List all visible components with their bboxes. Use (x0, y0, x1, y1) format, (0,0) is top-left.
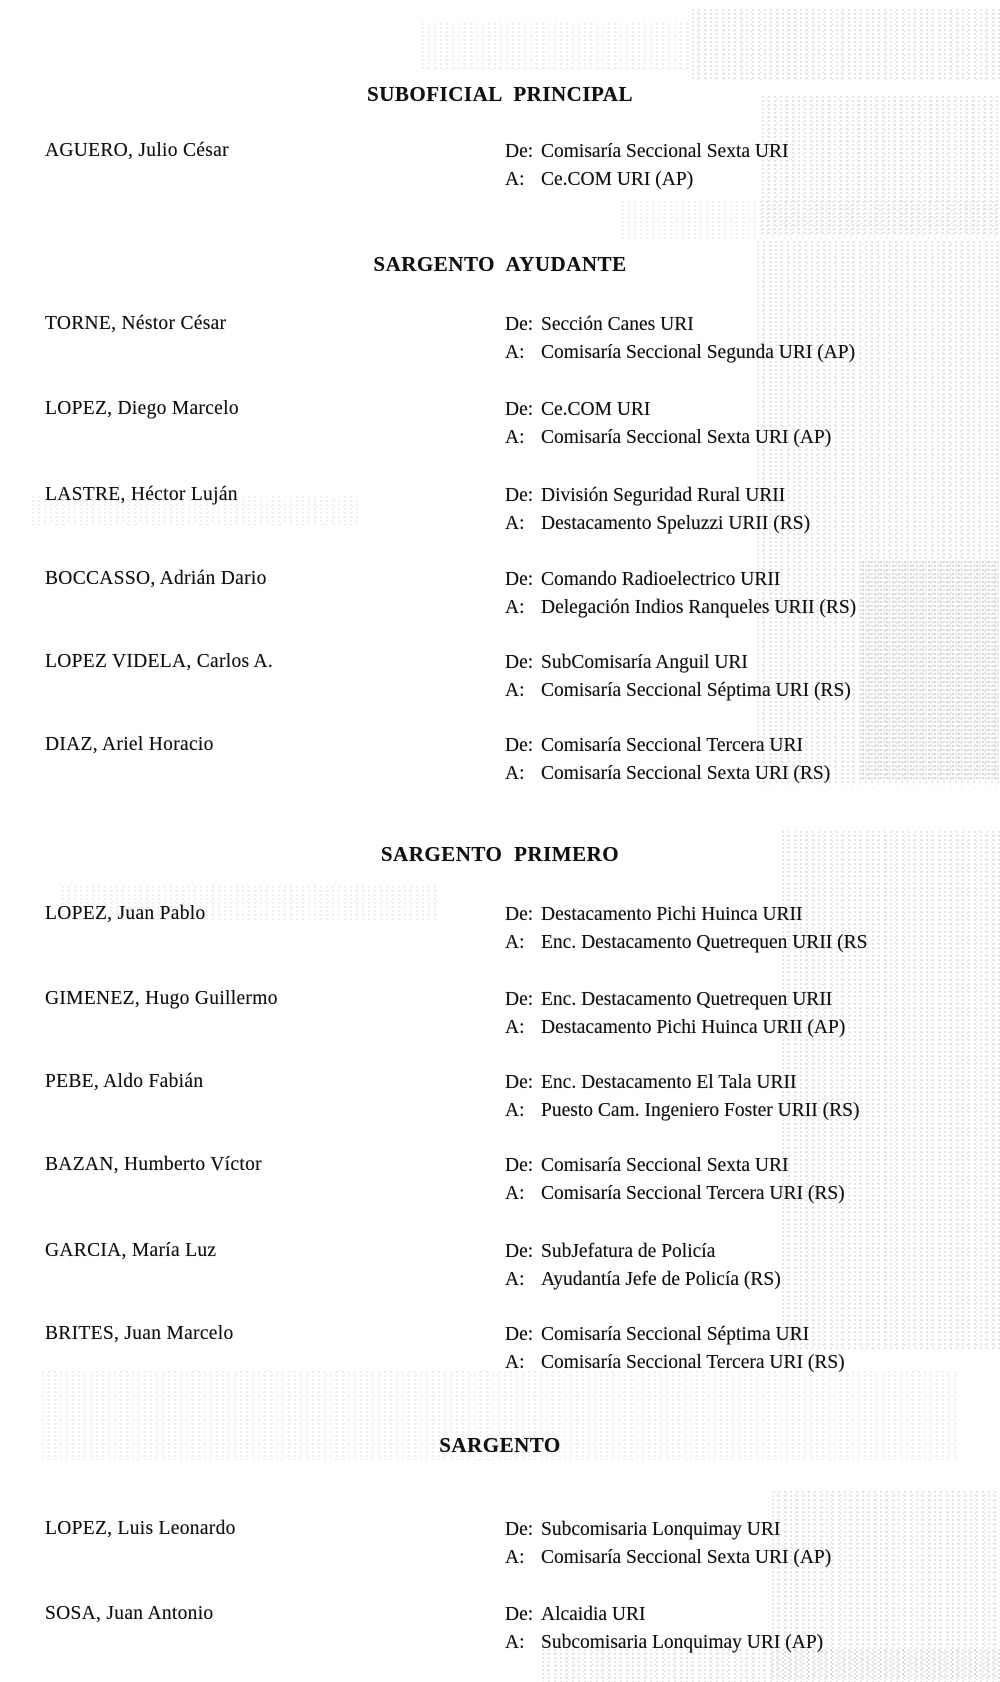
assignment-to (505, 1014, 1000, 1042)
to-value: Destacamento Pichi Huinca URII (AP) (541, 1017, 846, 1038)
assignment-from (505, 649, 1000, 677)
assignment-from (505, 566, 1000, 594)
person-name: LASTRE, Héctor Luján (45, 484, 238, 505)
assignment-from (505, 1321, 1000, 1349)
person-name: GIMENEZ, Hugo Guillermo (45, 988, 278, 1009)
from-value: Subcomisaria Lonquimay URI (541, 1519, 781, 1540)
to-label: A: (505, 169, 525, 190)
to-value: Comisaría Seccional Tercera URI (RS) (541, 1352, 845, 1373)
from-label: De: (505, 1324, 534, 1345)
from-label: De: (505, 1072, 534, 1093)
from-value: SubComisaría Anguil URI (541, 652, 748, 673)
assignment-from (505, 732, 1000, 760)
to-value: Destacamento Speluzzi URII (RS) (541, 513, 811, 534)
to-label: A: (505, 1017, 525, 1038)
person-name: LOPEZ, Diego Marcelo (45, 398, 239, 419)
from-label: De: (505, 485, 534, 506)
from-value: Comando Radioelectrico URII (541, 569, 781, 590)
assignment-to (505, 1097, 1000, 1125)
to-label: A: (505, 763, 525, 784)
to-value: Comisaría Seccional Segunda URI (AP) (541, 342, 856, 363)
assignment-from (505, 482, 1000, 510)
assignment-to (505, 1180, 1000, 1208)
assignment-to (505, 166, 1000, 194)
assignment-from (505, 1152, 1000, 1180)
assignment-from (505, 1238, 1000, 1266)
to-value: Puesto Cam. Ingeniero Foster URII (RS) (541, 1100, 860, 1121)
from-value: División Seguridad Rural URII (541, 485, 786, 506)
from-value: Alcaidia URI (541, 1604, 646, 1625)
from-value: Destacamento Pichi Huinca URII (541, 904, 803, 925)
to-label: A: (505, 932, 525, 953)
section-title-suboficial-principal: SUBOFICIAL PRINCIPAL (367, 82, 633, 106)
from-value: Sección Canes URI (541, 314, 694, 335)
from-label: De: (505, 1155, 534, 1176)
assignment-from (505, 986, 1000, 1014)
from-value: Comisaría Seccional Sexta URI (541, 1155, 789, 1176)
section-title-sargento-primero: SARGENTO PRIMERO (380, 842, 620, 866)
from-value: Enc. Destacamento Quetrequen URII (541, 989, 833, 1010)
to-value: Comisaría Seccional Tercera URI (RS) (541, 1183, 845, 1204)
assignment-from (505, 1069, 1000, 1097)
from-label: De: (505, 1604, 534, 1625)
assignment-from (505, 1516, 1000, 1544)
to-label: A: (505, 427, 525, 448)
from-value: SubJefatura de Policía (541, 1241, 716, 1262)
from-label: De: (505, 652, 534, 673)
assignment-to (505, 1266, 1000, 1294)
to-value: Comisaría Seccional Sexta URI (AP) (541, 1547, 832, 1568)
person-name: BRITES, Juan Marcelo (45, 1323, 234, 1344)
assignment-to (505, 1544, 1000, 1572)
person-name: DIAZ, Ariel Horacio (45, 734, 214, 755)
from-label: De: (505, 141, 534, 162)
to-value: Subcomisaria Lonquimay URI (AP) (541, 1632, 824, 1653)
to-label: A: (505, 597, 525, 618)
to-label: A: (505, 1352, 525, 1373)
from-value: Comisaría Seccional Sexta URI (541, 141, 789, 162)
person-name: LOPEZ VIDELA, Carlos A. (45, 651, 274, 672)
from-label: De: (505, 904, 534, 925)
scan-noise-patch (690, 8, 1000, 80)
person-name: LOPEZ, Luis Leonardo (45, 1518, 236, 1539)
from-label: De: (505, 989, 534, 1010)
assignment-from (505, 311, 1000, 339)
from-value: Comisaría Seccional Tercera URI (541, 735, 803, 756)
from-label: De: (505, 735, 534, 756)
person-name: TORNE, Néstor César (45, 313, 227, 334)
assignment-to (505, 760, 1000, 788)
from-label: De: (505, 314, 534, 335)
assignment-from (505, 396, 1000, 424)
assignment-from (505, 138, 1000, 166)
from-label: De: (505, 569, 534, 590)
from-value: Ce.COM URI (541, 399, 651, 420)
assignment-from (505, 1601, 1000, 1629)
assignment-to (505, 424, 1000, 452)
person-name: BOCCASSO, Adrián Dario (45, 568, 267, 589)
assignment-to (505, 1629, 1000, 1657)
from-value: Enc. Destacamento El Tala URII (541, 1072, 797, 1093)
from-label: De: (505, 1519, 534, 1540)
assignment-to (505, 677, 1000, 705)
to-label: A: (505, 680, 525, 701)
person-name: PEBE, Aldo Fabián (45, 1071, 204, 1092)
to-value: Delegación Indios Ranqueles URII (RS) (541, 597, 857, 618)
assignment-to (505, 339, 1000, 367)
to-value: Comisaría Seccional Sexta URI (AP) (541, 427, 832, 448)
to-label: A: (505, 342, 525, 363)
section-title-sargento: SARGENTO (439, 1433, 561, 1457)
to-value: Comisaría Seccional Séptima URI (RS) (541, 680, 851, 701)
person-name: BAZAN, Humberto Víctor (45, 1154, 262, 1175)
scan-noise-patch (620, 200, 1000, 240)
to-value: Enc. Destacamento Quetrequen URII (RS (541, 932, 868, 953)
to-value: Comisaría Seccional Sexta URI (RS) (541, 763, 831, 784)
to-label: A: (505, 1100, 525, 1121)
person-name: GARCIA, María Luz (45, 1240, 217, 1261)
from-value: Comisaría Seccional Séptima URI (541, 1324, 810, 1345)
from-label: De: (505, 399, 534, 420)
to-label: A: (505, 1269, 525, 1290)
to-value: Ayudantía Jefe de Policía (RS) (541, 1269, 781, 1290)
to-label: A: (505, 1632, 525, 1653)
assignment-to (505, 510, 1000, 538)
to-label: A: (505, 1547, 525, 1568)
person-name: LOPEZ, Juan Pablo (45, 903, 206, 924)
assignment-to (505, 1349, 1000, 1377)
to-label: A: (505, 513, 525, 534)
scan-noise-patch (420, 22, 690, 70)
to-label: A: (505, 1183, 525, 1204)
to-value: Ce.COM URI (AP) (541, 169, 694, 190)
assignment-from (505, 901, 1000, 929)
assignment-to (505, 594, 1000, 622)
from-label: De: (505, 1241, 534, 1262)
section-title-sargento-ayudante: SARGENTO AYUDANTE (373, 252, 627, 276)
assignment-to (505, 929, 1000, 957)
person-name: AGUERO, Julio César (45, 140, 229, 161)
person-name: SOSA, Juan Antonio (45, 1603, 214, 1624)
